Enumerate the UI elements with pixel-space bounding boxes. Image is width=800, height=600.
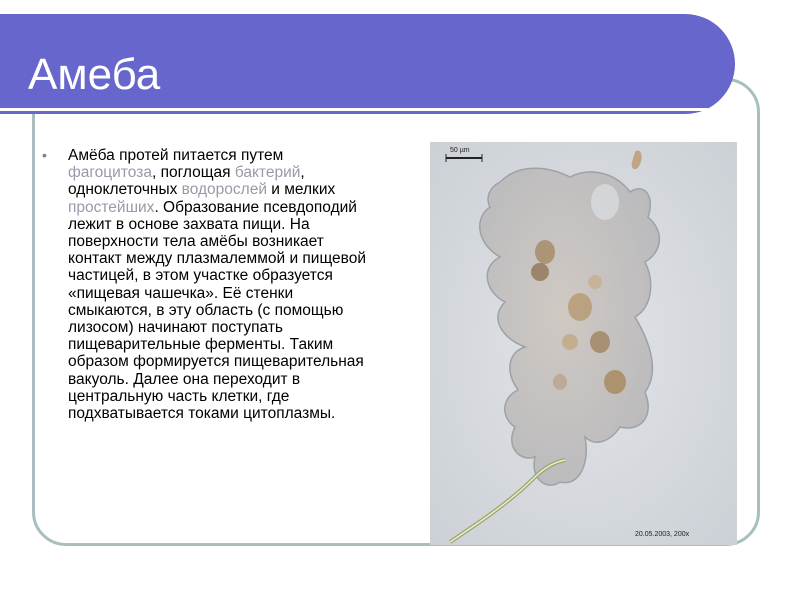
body-text (42, 147, 370, 423)
contractile-vacuole (591, 184, 619, 220)
title-bar (0, 14, 735, 114)
link-phagocytosis[interactable]: фагоцитоза (68, 164, 152, 182)
link-protozoa[interactable]: простейших (68, 198, 155, 216)
text-part: , одноклеточных (68, 164, 305, 199)
scale-label: 50 µm (450, 147, 470, 154)
food-vacuole (604, 370, 626, 394)
title-underline (0, 108, 708, 111)
bullet-icon: • (42, 147, 47, 163)
text-part: и мелких (266, 181, 336, 199)
text-part: . Образование псевдоподий лежит в основе захвата пищи. На поверхности тела амёбы возникает контакт между плазмалеммой и пищевой частицей, в этом участке образуется «пищевая чашечка». Её стенки смыкаются, в эту область (с помощью лизосом) начинают поступать пищеварительные ферменты. Таким образом формируется пищеварительная вакуоль. Далее она переходит в центральную часть клетки, где подхватывается токами цитоплазмы. (68, 198, 366, 423)
amoeba-photo (430, 142, 737, 545)
food-vacuole (531, 263, 549, 281)
food-vacuole (568, 293, 592, 321)
photo-caption: 20.05.2003, 200x (635, 531, 690, 538)
link-algae[interactable]: водорослей (181, 181, 267, 199)
food-vacuole (535, 240, 555, 264)
text-part: Амёба протей питается путем (68, 147, 284, 164)
link-bacteria[interactable]: бактерий (234, 164, 301, 182)
food-vacuole (590, 331, 610, 353)
slide-title: Амеба (28, 50, 161, 99)
text-part: , поглощая (151, 164, 231, 182)
